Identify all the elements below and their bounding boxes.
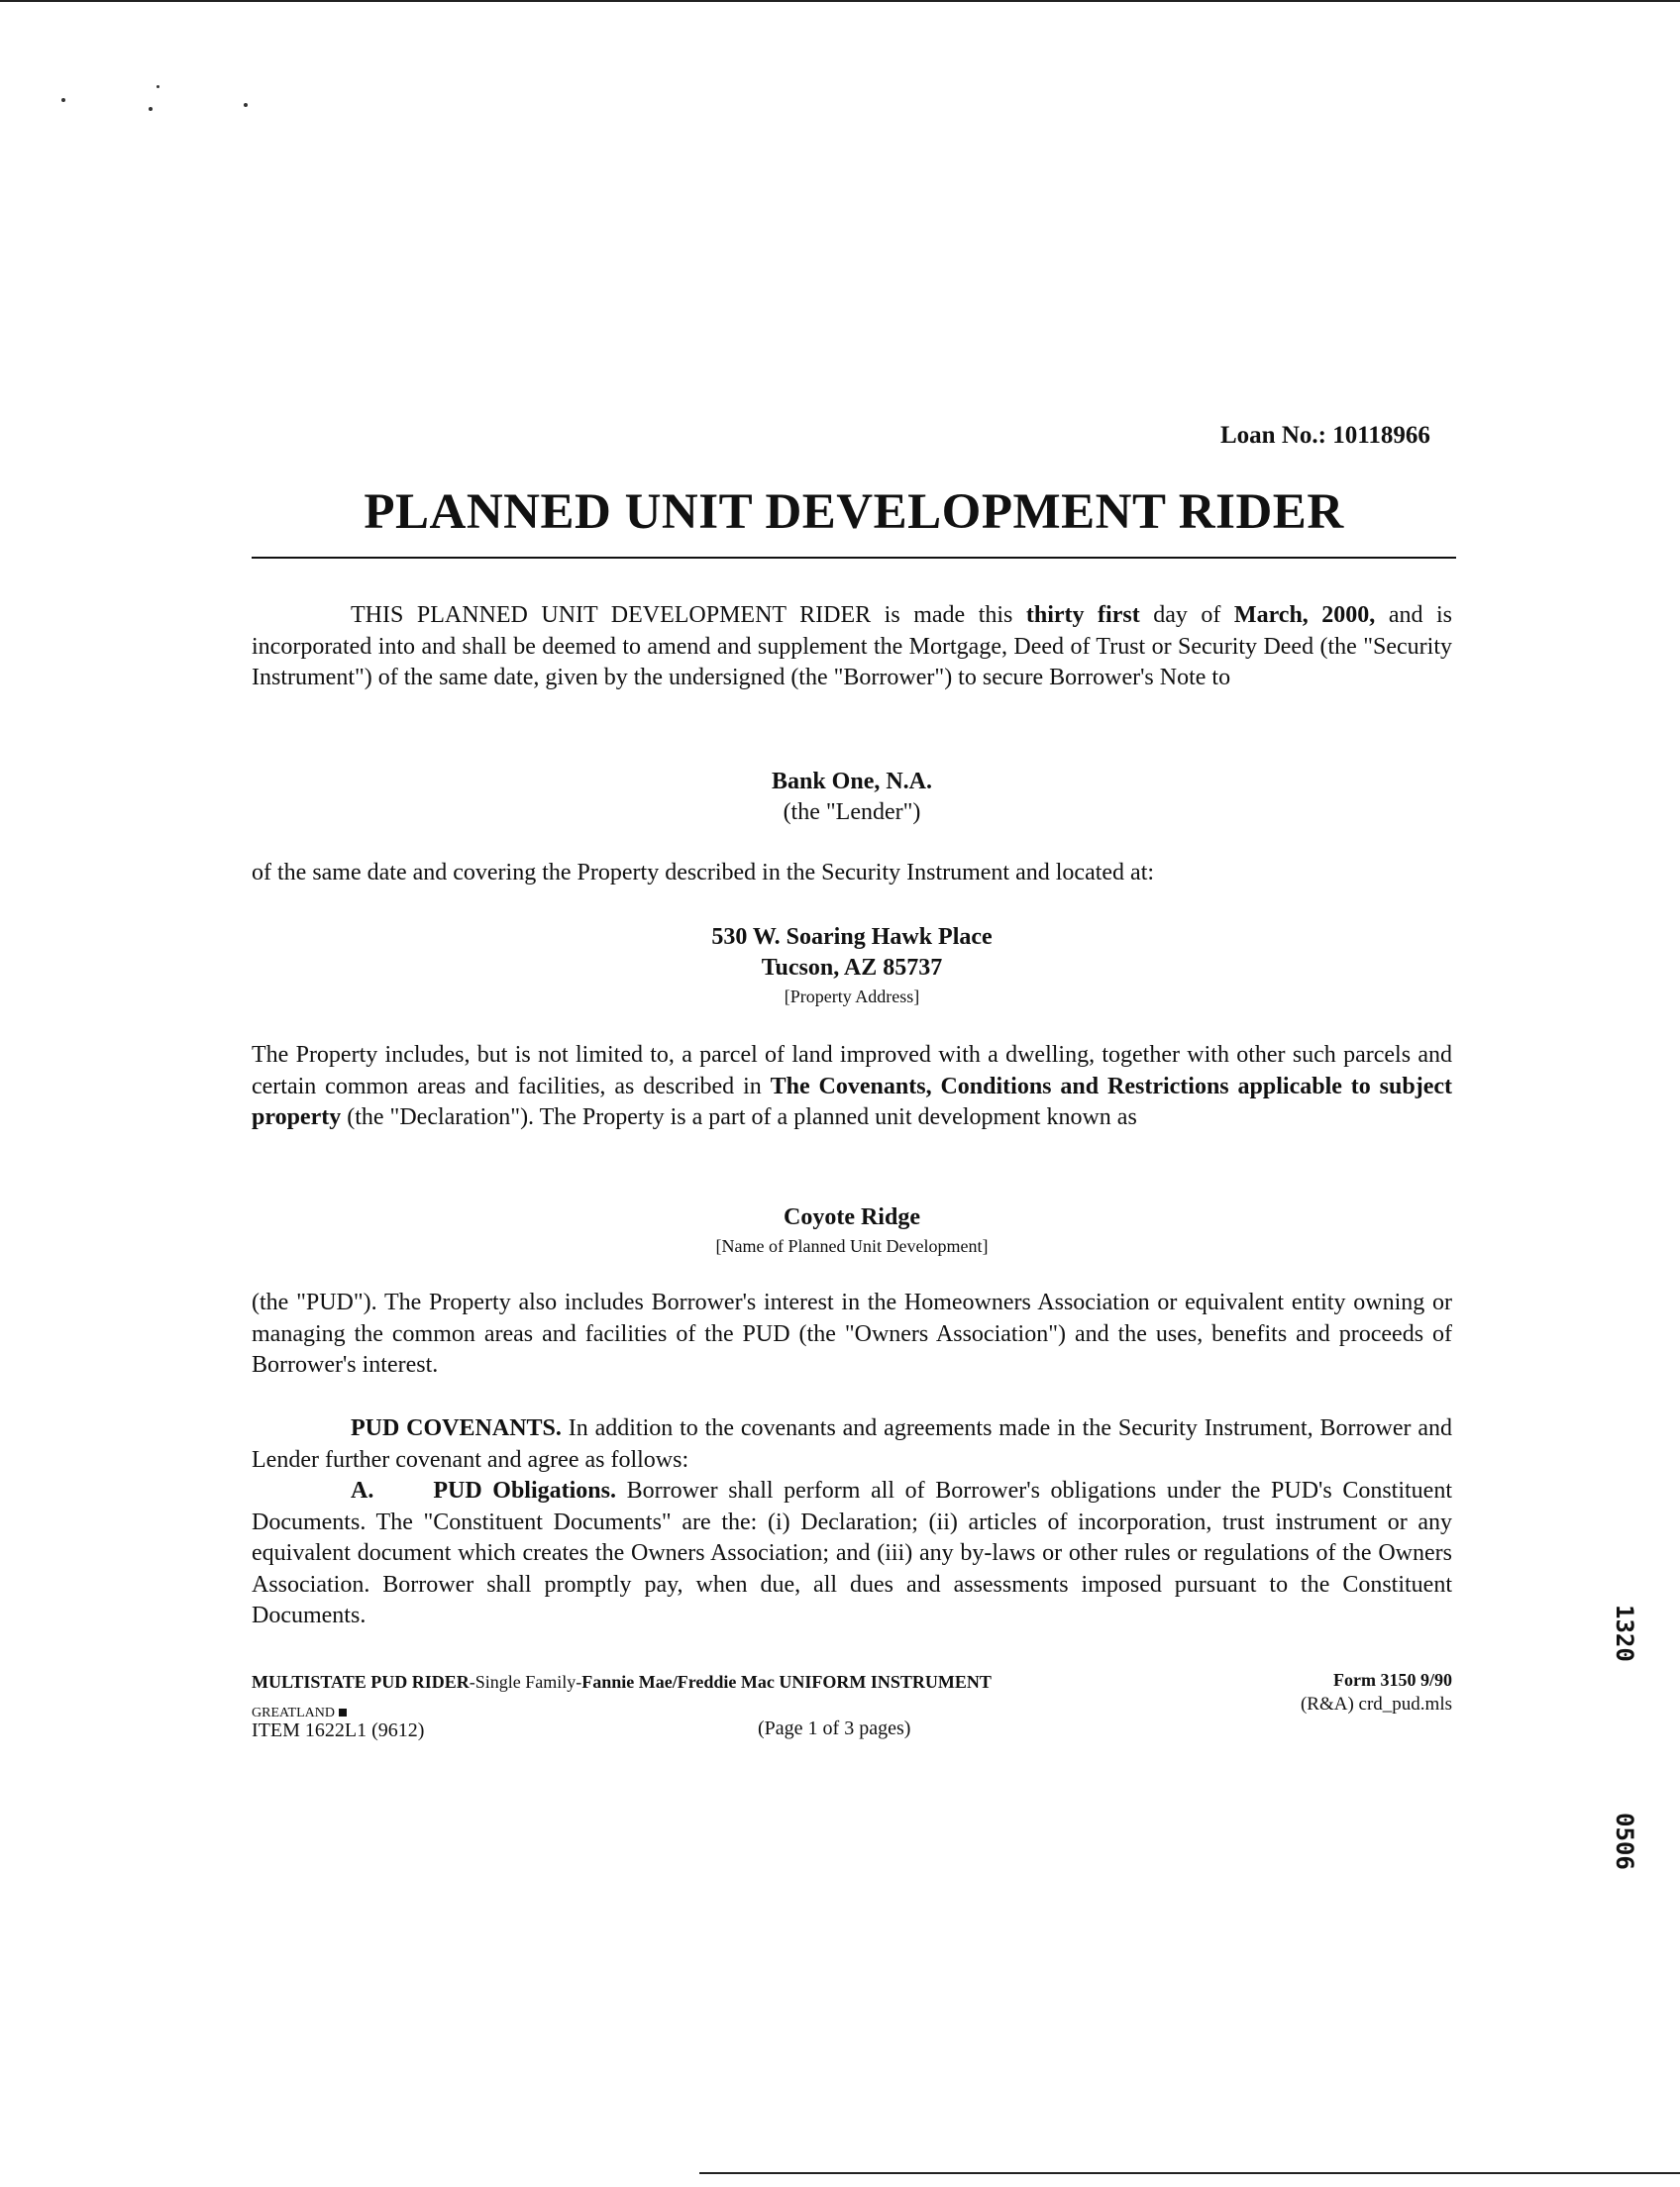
loan-number-line <box>1220 422 1430 450</box>
intro-text-a: THIS PLANNED UNIT DEVELOPMENT RIDER is made this <box>351 602 1026 628</box>
pud-caption: [Name of Planned Unit Development] <box>715 1236 989 1256</box>
property-address-block <box>252 922 1452 1009</box>
form-desc-part3: Fannie Mae/Freddie Mac UNIFORM INSTRUMENT <box>581 1672 992 1692</box>
property-caption: [Property Address] <box>784 987 920 1006</box>
scan-speck <box>157 85 159 88</box>
declaration-text-a: The Property includes, but is not limited to, a parcel of land improved with a dwelling, together with other such parcels and certain common areas and facilities, as described in <box>252 1042 1452 1099</box>
item-number: ITEM 1622L1 (9612) <box>252 1719 425 1741</box>
intro-text-c: and is incorporated into and shall be deemed to amend and supplement the Mortgage, Deed of Trust or Security Deed (the "Security Instrument") of the same date, given by the undersigned (the "Borrower") to secure Borrower's Note to <box>252 602 1453 690</box>
lender-label: (the "Lender") <box>783 799 921 825</box>
form-description <box>252 1672 992 1693</box>
title-rule <box>252 557 1456 559</box>
covenant-a-letter: A. <box>351 1478 374 1504</box>
lender-name: Bank One, N.A. <box>771 769 933 794</box>
pud-paragraph: (the "PUD"). The Property also includes Borrower's interest in the Homeowners Association or equivalent entity owning or managing the common areas and facilities of the PUD (the "Owners Association") and the uses, benefits and proceeds of Borrower's interest. <box>252 1290 1452 1378</box>
loan-number: 10118966 <box>1332 422 1430 449</box>
covenants-heading: PUD COVENANTS. <box>351 1415 562 1441</box>
scan-edge-top <box>0 0 1680 2</box>
declaration-text-b: (the "Declaration"). The Property is a part of a planned unit development known as <box>341 1104 1137 1130</box>
document-title: PLANNED UNIT DEVELOPMENT RIDER <box>364 484 1344 540</box>
property-city: Tucson, AZ 85737 <box>761 955 943 981</box>
recording-stamp-lower: 0506 <box>1611 1813 1638 1870</box>
page-indicator: (Page 1 of 3 pages) <box>758 1718 911 1739</box>
form-number: Form 3150 9/90 <box>1333 1670 1452 1690</box>
scan-speck <box>149 107 153 111</box>
form-file: (R&A) crd_pud.mls <box>1300 1694 1452 1715</box>
pud-covenants-paragraph <box>252 1413 1452 1476</box>
covenant-a-paragraph <box>252 1476 1452 1632</box>
recording-stamp-upper: 1320 <box>1611 1605 1638 1662</box>
scan-speck <box>244 103 248 107</box>
covenants-intro: In addition to the covenants and agreements made in the Security Instrument, Borrower and Lender further covenant and agree as follows: <box>252 1415 1453 1473</box>
property-street: 530 W. Soaring Hawk Place <box>711 924 993 950</box>
scan-edge-bottom <box>699 2172 1680 2174</box>
form-desc-part2: -Single Family- <box>469 1672 582 1692</box>
intro-paragraph <box>252 600 1452 694</box>
rider-day: thirty first <box>1025 602 1140 628</box>
intro-text-b: day of <box>1139 602 1234 628</box>
pud-name: Coyote Ridge <box>784 1204 920 1230</box>
declaration-name: The Covenants, Conditions and Restrictions applicable to subject property <box>252 1073 1453 1130</box>
covering-paragraph: of the same date and covering the Property described in the Security Instrument and located at: <box>252 860 1155 885</box>
square-icon <box>339 1709 347 1717</box>
form-desc-part1: MULTISTATE PUD RIDER <box>252 1672 470 1692</box>
scan-speck <box>61 98 65 102</box>
greatland-label: GREATLAND <box>252 1706 335 1720</box>
lender-block <box>252 767 1452 828</box>
declaration-paragraph <box>252 1040 1452 1134</box>
pud-name-block <box>252 1202 1452 1259</box>
rider-date: March, 2000, <box>1233 602 1376 628</box>
covenant-a-heading: PUD Obligations. <box>433 1478 616 1504</box>
loan-label: Loan No.: <box>1220 422 1326 449</box>
covenant-a-text: Borrower shall perform all of Borrower's obligations under the PUD's Constituent Documents. The "Constituent Documents" are the: (i) Declaration; (ii) articles of incorporation, trust instrument or any equivalent document which creates the Owners Association; and (iii) any by-laws or other rules or regulations of the Owners Association. Borrower shall promptly pay, when due, all dues and assessments imposed pursuant to the Constituent Documents. <box>252 1478 1453 1628</box>
